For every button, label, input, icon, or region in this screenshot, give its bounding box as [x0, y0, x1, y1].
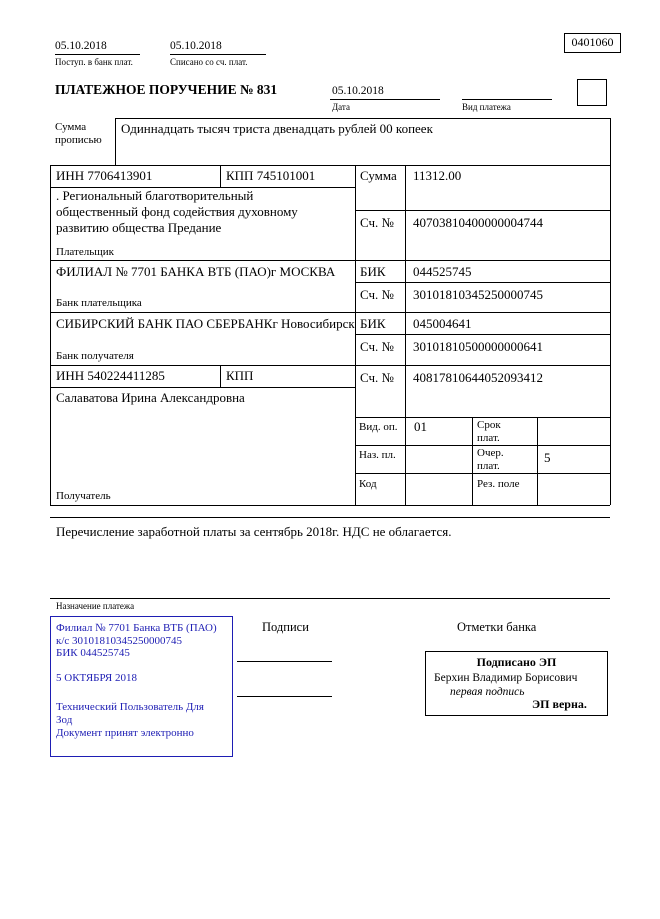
account-label: Сч. № — [360, 339, 394, 354]
table-border-line — [355, 210, 610, 211]
reserve-field-label: Рез. поле — [477, 478, 520, 490]
op-type-value: 01 — [414, 419, 427, 434]
table-border-line — [115, 118, 610, 119]
table-border-line — [472, 417, 473, 505]
table-border-line — [50, 517, 610, 518]
table-border-line — [355, 334, 610, 335]
underline — [170, 54, 266, 55]
table-border-line — [50, 312, 610, 313]
table-border-line — [50, 505, 610, 506]
table-border-line — [115, 118, 116, 165]
signatures-heading: Подписи — [262, 620, 309, 634]
recipient-account: 40817810644052093412 — [413, 370, 543, 385]
sum-value: 11312.00 — [413, 168, 462, 183]
payer-section-label: Плательщик — [56, 246, 114, 258]
table-border-line — [50, 598, 610, 599]
payer-inn: ИНН 7706413901 — [56, 168, 153, 183]
account-label: Сч. № — [360, 287, 394, 302]
signature-line — [237, 661, 332, 662]
ep-sub-label: первая подпись — [450, 686, 525, 698]
stamp-line: Зод — [56, 714, 73, 726]
recipient-inn: ИНН 540224411285 — [56, 368, 165, 383]
doc-title: ПЛАТЕЖНОЕ ПОРУЧЕНИЕ № 831 — [55, 82, 278, 97]
payer-kpp: КПП 745101001 — [226, 168, 316, 183]
form-code-box — [564, 33, 621, 53]
signature-line — [237, 696, 332, 697]
table-border-line — [537, 417, 538, 505]
amount-words-label: Сумма прописью — [55, 121, 102, 147]
table-border-line — [50, 365, 610, 366]
recipient-kpp-label: КПП — [226, 368, 254, 383]
payment-kind-label: Вид платежа — [462, 102, 511, 112]
received-date: 05.10.2018 — [55, 40, 107, 52]
payer-bank-account: 30101810345250000745 — [413, 287, 543, 302]
recipient-name: Салаватова Ирина Александровна — [56, 390, 245, 405]
payer-bank-section-label: Банк плательщика — [56, 297, 142, 309]
table-border-line — [355, 417, 610, 418]
sum-label: Сумма — [360, 168, 397, 183]
received-date-label: Поступ. в банк плат. — [55, 57, 133, 67]
form-code: 0401060 — [571, 35, 614, 49]
purpose-text: Перечисление заработной платы за сентябрь 2018г. НДС не облагается. — [56, 524, 452, 539]
payer-bank-bik: 044525745 — [413, 264, 472, 279]
table-border-line — [405, 165, 406, 505]
ep-title: Подписано ЭП — [476, 655, 557, 669]
doc-date: 05.10.2018 — [332, 85, 384, 97]
bank-stamp-box — [50, 616, 233, 757]
debited-date: 05.10.2018 — [170, 40, 222, 52]
table-border-line — [220, 365, 221, 387]
underline — [330, 99, 440, 100]
ep-verified: ЭП верна. — [532, 697, 587, 711]
table-border-line — [610, 118, 611, 505]
payer-name-line: общественный фонд содействия духовному — [56, 204, 298, 219]
table-border-line — [50, 165, 610, 166]
pay-term-label: Срок плат. — [477, 419, 501, 445]
op-type-label: Вид. оп. — [359, 421, 398, 433]
debited-date-label: Списано со сч. плат. — [170, 57, 248, 67]
payer-name-line: . Региональный благотворительный — [56, 188, 254, 203]
recipient-section-label: Получатель — [56, 490, 111, 502]
table-border-line — [220, 165, 221, 187]
ep-signer-name: Берхин Владимир Борисович — [434, 672, 578, 684]
payment-kind-box — [577, 79, 607, 106]
table-border-line — [50, 387, 355, 388]
payer-account: 40703810400000004744 — [413, 215, 543, 230]
recipient-bank-account: 30101810500000000641 — [413, 339, 543, 354]
stamp-line: Технический Пользователь Для — [56, 701, 204, 713]
purpose-code-label: Наз. пл. — [359, 449, 396, 461]
doc-date-label: Дата — [332, 102, 350, 112]
bik-label: БИК — [360, 264, 386, 279]
recipient-bank-bik: 045004641 — [413, 316, 472, 331]
stamp-line: к/с 30101810345250000745 — [56, 635, 183, 647]
purpose-label: Назначение платежа — [56, 601, 135, 611]
account-label: Сч. № — [360, 370, 394, 385]
priority-value: 5 — [544, 450, 551, 465]
recipient-bank-section-label: Банк получателя — [56, 350, 134, 362]
table-border-line — [355, 165, 356, 505]
table-border-line — [50, 165, 51, 505]
code-label: Код — [359, 478, 377, 490]
account-label: Сч. № — [360, 215, 394, 230]
table-border-line — [50, 260, 610, 261]
stamp-line: Документ принят электронно — [56, 727, 194, 739]
priority-label: Очер. плат. — [477, 447, 504, 473]
underline — [462, 99, 552, 100]
stamp-line: 5 ОКТЯБРЯ 2018 — [56, 672, 137, 684]
payer-bank-name: ФИЛИАЛ № 7701 БАНКА ВТБ (ПАО)г МОСКВА — [56, 264, 336, 279]
payer-name-line: развитию общества Предание — [56, 220, 222, 235]
stamp-line: БИК 044525745 — [56, 647, 130, 659]
bik-label: БИК — [360, 316, 386, 331]
table-border-line — [355, 282, 610, 283]
amount-words-value: Одиннадцать тысяч триста двенадцать рублей 00 копеек — [121, 121, 433, 136]
ep-box — [425, 651, 608, 716]
stamp-line: Филиал № 7701 Банка ВТБ (ПАО) — [56, 622, 217, 634]
underline — [55, 54, 140, 55]
recipient-bank-name: СИБИРСКИЙ БАНК ПАО СБЕРБАНКг Новосибирск — [56, 316, 355, 331]
bank-marks-heading: Отметки банка — [457, 620, 537, 634]
